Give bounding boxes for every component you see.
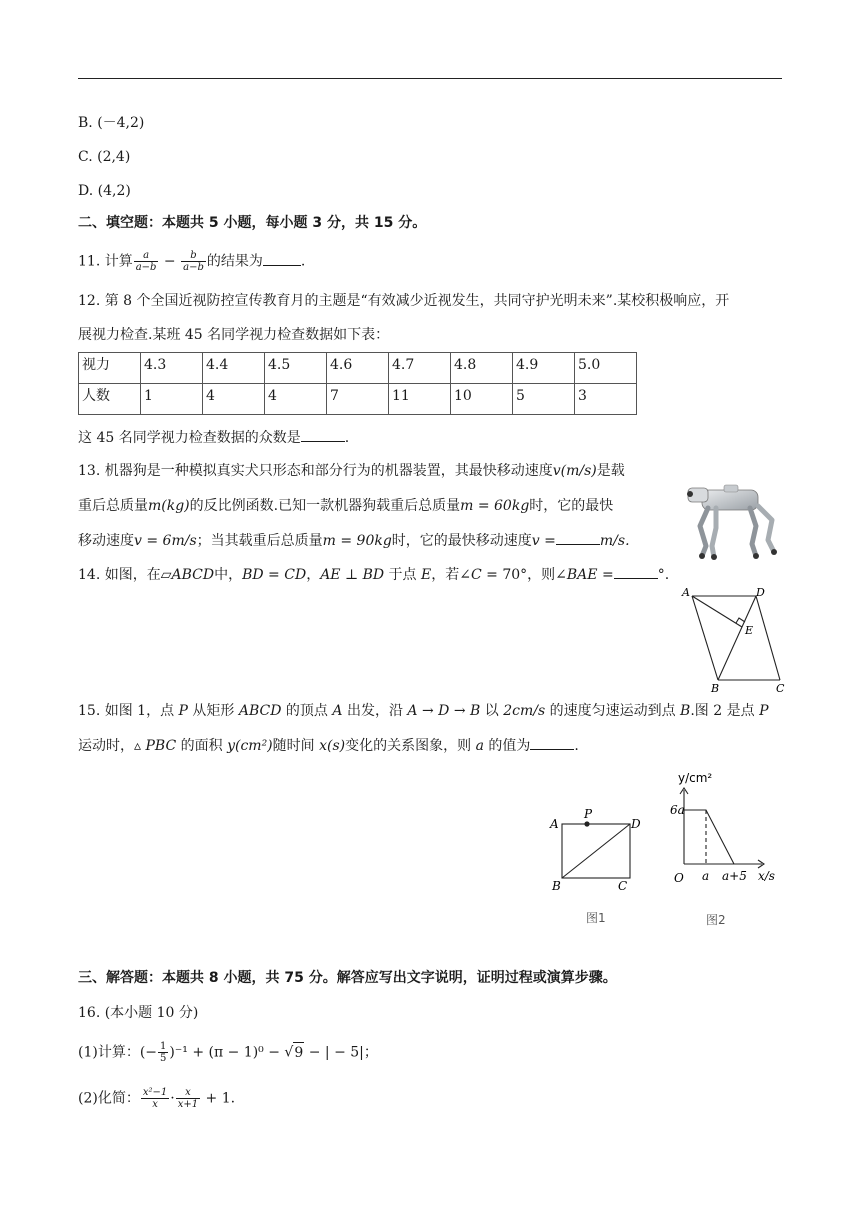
sqrt-radicand: 9 xyxy=(293,1042,304,1063)
svg-text:B: B xyxy=(552,879,561,893)
fraction-1-over-5: $\frac{1}{5}$ xyxy=(160,1041,167,1064)
x-axis-label: x/s xyxy=(758,869,775,883)
answer-blank xyxy=(301,427,345,442)
figure-1-rectangle xyxy=(544,804,650,928)
figure-1-caption: 图1 xyxy=(586,911,606,925)
vertex-label-a: A xyxy=(682,586,690,599)
header-rule xyxy=(78,78,782,79)
answer-blank xyxy=(263,251,301,266)
vertex-label-c: C xyxy=(776,682,785,695)
parallelogram-figure xyxy=(676,584,790,696)
svg-text:P: P xyxy=(584,807,593,821)
fraction-a-over-a-minus-b: $\frac{a}{a-b}$ xyxy=(135,250,157,273)
question-13-line2: 重后总质量m(kg)的反比例函数.已知一款机器狗载重后总质量m = 60kg时，它的最快 xyxy=(78,498,614,514)
figure-2-caption: 图2 xyxy=(706,913,726,927)
robot-dog-image xyxy=(676,470,786,562)
svg-text:O: O xyxy=(674,871,684,885)
question-16-part2: (2)化简： $\frac{\text{x²−1}}{x}$ · $\frac{x}{x+1}$ + 1. xyxy=(78,1087,236,1110)
option-d: D. (4,2) xyxy=(78,183,131,199)
question-13-line3: 移动速度v = 6m/s；当其载重后总质量m = 90kg时，它的最快移动速度v = m/s. xyxy=(78,530,630,551)
section3-heading: 三、解答题：本题共 8 小题，共 75 分。解答应写出文字说明，证明过程或演算步骤。 xyxy=(78,970,617,986)
fraction-x-over-x-plus-1: $\frac{x}{x+1}$ xyxy=(177,1087,199,1110)
answer-blank xyxy=(556,530,600,545)
table-row: 人数 1 4 4 7 11 10 5 3 xyxy=(79,384,637,415)
vertex-label-b: B xyxy=(711,682,720,695)
y-axis-label: y/cm² xyxy=(678,771,713,785)
answer-blank xyxy=(530,735,574,750)
svg-text:6a: 6a xyxy=(670,803,685,817)
question-11: 11. 计算 $\frac{a}{a-b}$ − $\frac{b}{a-b}$ 的结果为 . xyxy=(78,250,306,273)
svg-text:a: a xyxy=(702,869,710,883)
vision-data-table xyxy=(78,352,637,415)
vertex-label-e: E xyxy=(745,624,754,637)
section2-heading: 二、填空题：本题共 5 小题，每小题 3 分，共 15 分。 xyxy=(78,215,427,231)
option-b: B. (－4,2) xyxy=(78,115,145,131)
vertex-label-d: D xyxy=(756,586,765,599)
point-p-marker xyxy=(584,821,589,826)
fraction-x2-minus-1-over-x: $\frac{\text{x²−1}}{x}$ xyxy=(142,1087,168,1110)
table-row: 视力 4.3 4.4 4.5 4.6 4.7 4.8 4.9 5.0 xyxy=(79,353,637,384)
option-c: C. (2,4) xyxy=(78,149,131,165)
svg-text:D: D xyxy=(631,817,641,831)
question-13-line1: 13. 机器狗是一种模拟真实犬只形态和部分行为的机器装置，其最快移动速度v(m/s)是载 xyxy=(78,463,625,479)
figure-2-graph xyxy=(664,762,788,930)
question-12-line1: 12. 第 8 个全国近视防控宣传教育月的主题是“有效减少近视发生，共同守护光明未来”.某校积极响应，开 xyxy=(78,293,730,309)
question-12-line2: 展视力检查.某班 45 名同学视力检查数据如下表： xyxy=(78,327,390,343)
svg-text:A: A xyxy=(550,817,559,831)
question-15-line1: 15. 如图 1，点 P 从矩形 ABCD 的顶点 A 出发，沿 A → D → B 以 2cm/s 的速度匀速运动到点 B.图 2 是点 P xyxy=(78,703,769,719)
fraction-b-over-a-minus-b: $\frac{b}{a-b}$ xyxy=(183,250,204,273)
question-16-title: 16. (本小题 10 分) xyxy=(78,1005,199,1021)
question-15-line2: 运动时，▵ PBC 的面积 y(cm²)随时间 x(s)变化的关系图象，则 a 的值为 . xyxy=(78,735,579,756)
question-14: 14. 如图，在▱ABCD中，BD = CD，AE ⊥ BD 于点 E，若∠C = 70°，则∠BAE = °. xyxy=(78,564,669,585)
question-12-prompt: 这 45 名同学视力检查数据的众数是 . xyxy=(78,427,349,448)
answer-blank xyxy=(614,564,658,579)
svg-text:C: C xyxy=(618,879,628,893)
question-16-part1: (1)计算：(− $\frac{1}{5}$ )⁻¹ + (π − 1)⁰ − √9 − | − 5|； xyxy=(78,1041,378,1064)
svg-text:a+5: a+5 xyxy=(722,869,747,883)
